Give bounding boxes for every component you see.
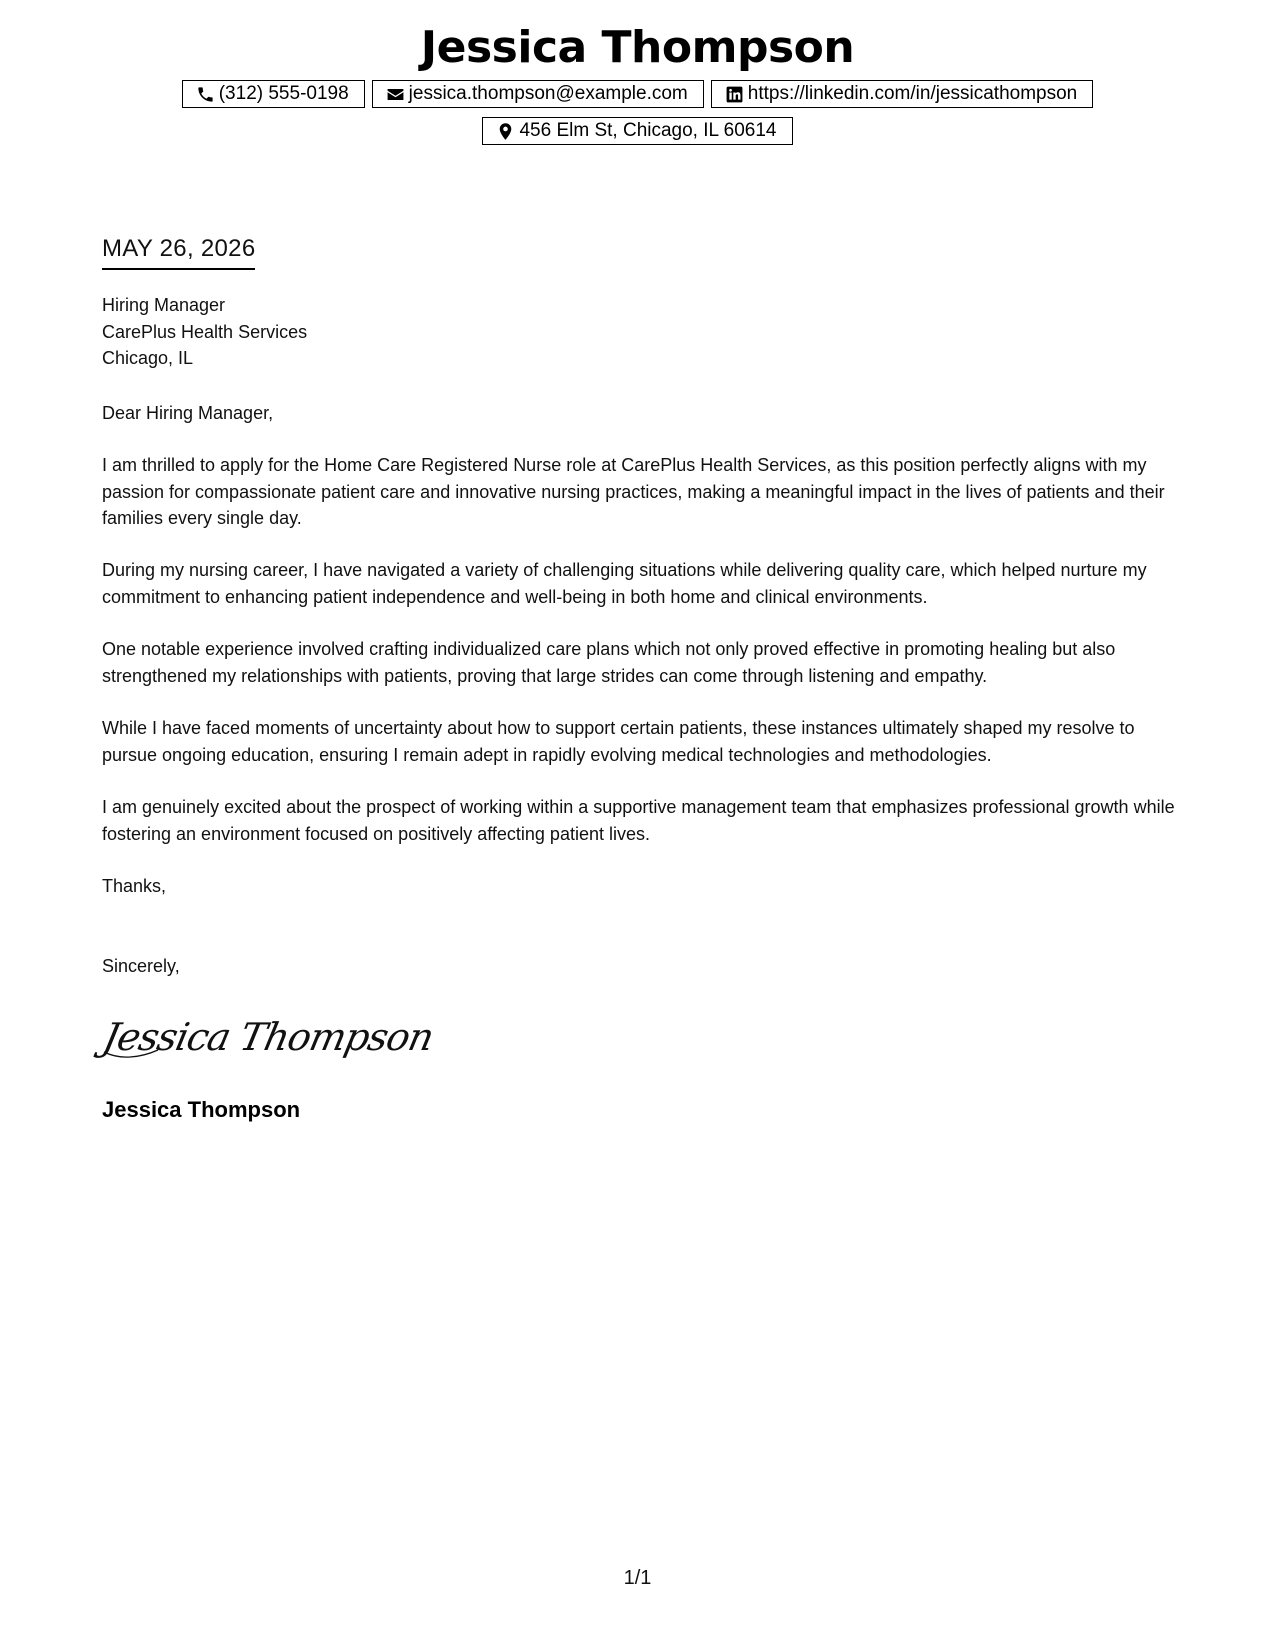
contact-row-secondary <box>0 117 1275 145</box>
body-paragraph: One notable experience involved crafting individualized care plans which not only proved effective in promoting healing but also strengthened my relationships with patients, proving that large strides can come through listening and empathy. <box>102 639 1116 686</box>
linkedin-url: https://linkedin.com/in/jessicathompson <box>747 83 1078 104</box>
phone-contact[interactable] <box>182 80 365 108</box>
recipient-block <box>102 292 1177 372</box>
recipient-title: Hiring Manager <box>102 295 226 315</box>
linkedin-icon <box>725 85 744 104</box>
contact-row-primary <box>0 80 1275 108</box>
map-marker-icon <box>496 122 515 141</box>
closing-line: Sincerely, <box>102 956 180 976</box>
salutation: Dear Hiring Manager, <box>102 403 274 423</box>
thanks-line: Thanks, <box>102 876 167 896</box>
signer-name: Jessica Thompson <box>102 1097 301 1122</box>
letter-date: MAY 26, 2026 <box>102 234 255 270</box>
envelope-icon <box>386 85 405 104</box>
email-address: jessica.thompson@example.com <box>408 83 688 104</box>
linkedin-contact[interactable] <box>711 80 1094 108</box>
body-paragraph: I am thrilled to apply for the Home Care Registered Nurse role at CarePlus Health Services, as this position perfectly aligns with my passion for compassionate patient care and innovative nursing practices, making a meaningful impact in the lives of patients and their families every single day. <box>102 455 1165 528</box>
body-paragraph: During my nursing career, I have navigated a variety of challenging situations while delivering quality care, which helped nurture my commitment to enhancing patient independence and well-being in both home and clinical environments. <box>102 560 1147 607</box>
applicant-name: Jessica Thompson <box>420 22 855 73</box>
svg-text:Jessica Thompson: Jessica Thompson <box>98 1015 438 1060</box>
mailing-address: 456 Elm St, Chicago, IL 60614 <box>519 120 777 141</box>
body-paragraph: While I have faced moments of uncertainty about how to support certain patients, these instances ultimately shaped my resolve to pursue ongoing education, ensuring I remain adept in rapidly evolving medical technologies and methodologies. <box>102 718 1135 765</box>
phone-icon <box>196 85 215 104</box>
body-paragraph: I am genuinely excited about the prospect of working within a supportive management team that emphasizes professional growth while fostering an environment focused on positively affecting patient lives. <box>102 797 1175 844</box>
address-contact[interactable] <box>482 117 792 145</box>
phone-number: (312) 555-0198 <box>218 83 349 104</box>
recipient-location: Chicago, IL <box>102 348 194 368</box>
handwritten-signature <box>98 1008 438 1068</box>
recipient-company: CarePlus Health Services <box>102 321 308 342</box>
page-number: 1/1 <box>623 1567 652 1589</box>
email-contact[interactable] <box>372 80 704 108</box>
